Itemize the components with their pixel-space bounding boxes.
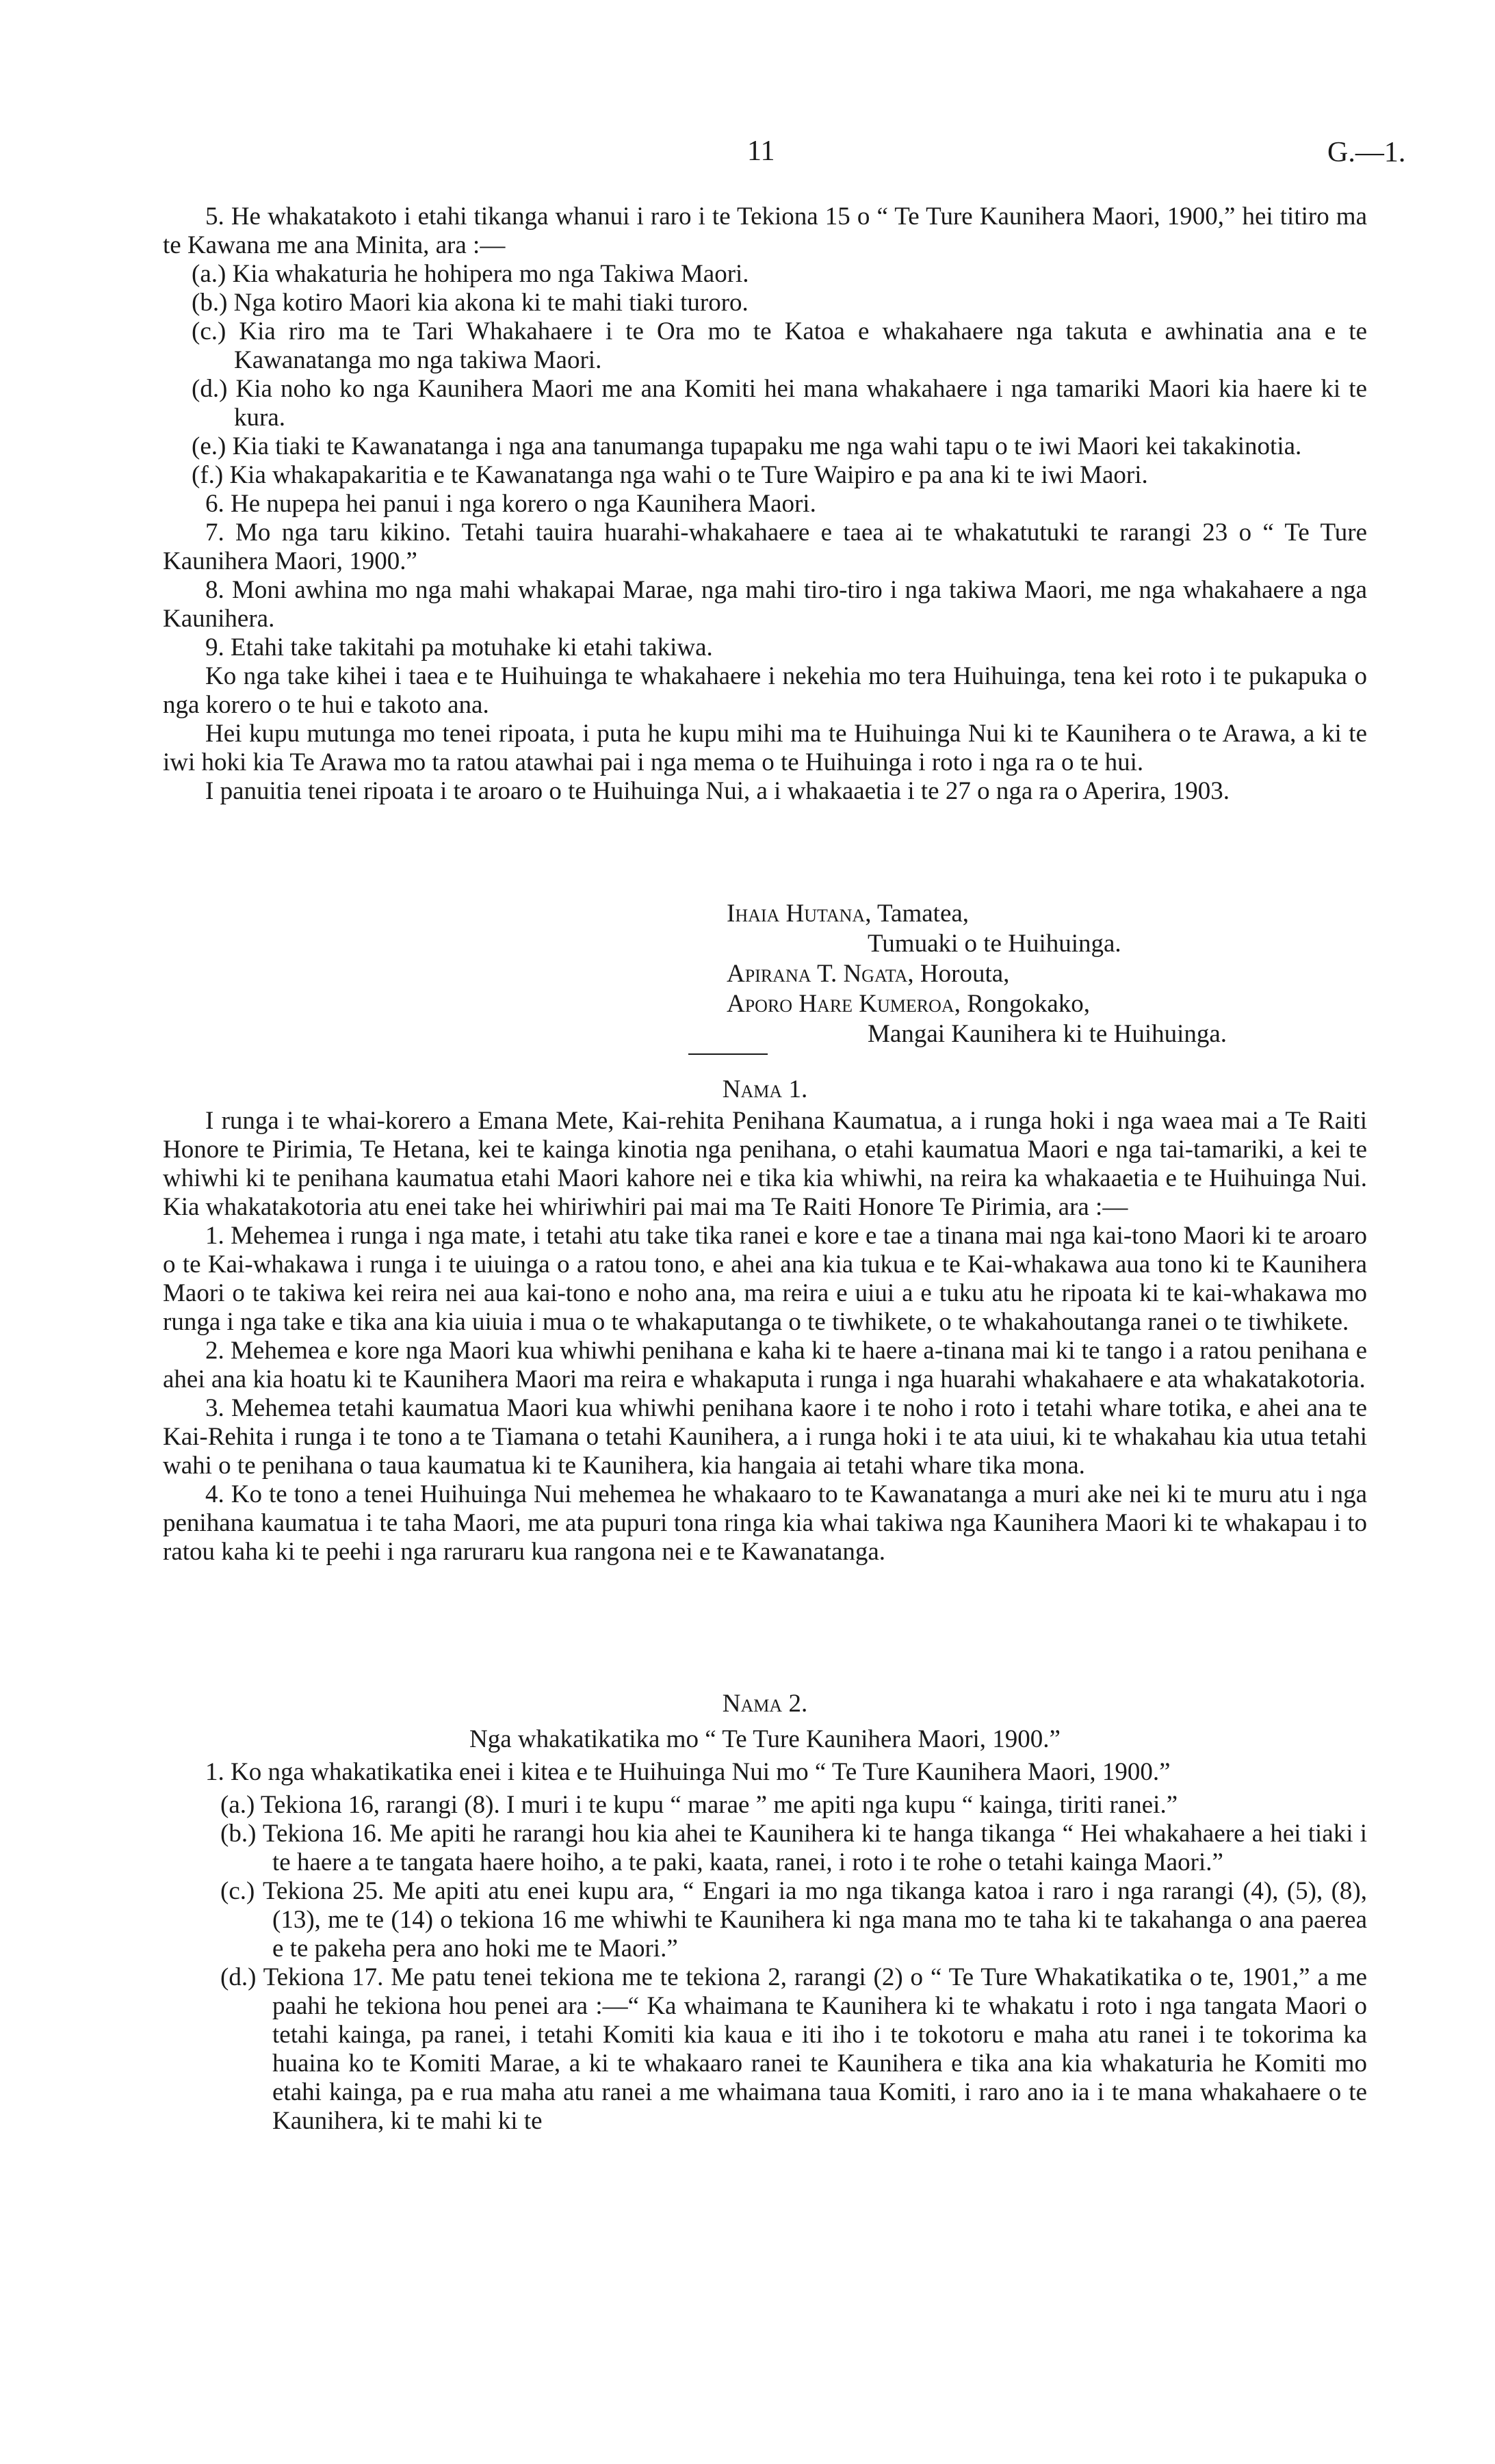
document-reference: G.—1. bbox=[1327, 137, 1406, 168]
signatory-name: Ihaia Hutana bbox=[727, 900, 866, 928]
list-item-d: (d.) Kia noho ko nga Kaunihera Maori me ana Komiti hei mana whakahaere i nga tamariki Maori kia haere ki te kura. bbox=[192, 375, 1367, 432]
paragraph-5: 5. He whakatakoto i etahi tikanga whanui i raro i te Tekiona 15 o “ Te Ture Kaunihera Maori, 1900,” hei titiro ma te Kawana me ana Minita, ara :— bbox=[163, 202, 1367, 259]
paragraph-8: 8. Moni awhina mo nga mahi whakapai Marae, nga mahi tiro-tiro i nga takiwa Maori, me nga whakahaere a nga Kaunihera. bbox=[163, 576, 1367, 633]
nama-1-item-1: 1. Mehemea i runga i nga mate, i tetahi atu take tika ranei e kore e tae a tinana mai nga kai-tono Maori ki te aroaro o te Kai-whakawa i runga i te uiuinga o a ratou tono, e ahei ana kia tukua e te Kai-whakawa aua tono ki te Kaunihera Maori o te takiwa kei reira nei aua kai-tono e noho ana, ma reira e uiui a e tuku atu he ripoata ki te kai-whakawa mo runga i nga take e tika ana kia uiuia i mua o te whakaputanga o te tiwhikete, o te whakahoutanga ranei o te tiwhikete. bbox=[163, 1222, 1367, 1336]
nama-1-heading: Nama 1. bbox=[722, 1075, 808, 1103]
paragraph-7: 7. Mo nga taru kikino. Tetahi tauira huarahi-whakahaere e taea ai te whakatutuki te rarangi 23 o “ Te Ture Kaunihera Maori, 1900.” bbox=[163, 519, 1367, 575]
nama-1-intro: I runga i te whai-korero a Emana Mete, Kai-rehita Penihana Kaumatua, a i runga hoki i nga waea mai a Te Raiti Honore te Pirimia, Te Hetana, kei te kainga kinotia nga penihana, o etahi kaumatua Maori e nga tai-tamariki, a kei te whiwhi ki te penihana kaumatua etahi Maori kahore nei e tika kia whiwhi, na reira ka whakaaetia e te Huihuinga Nui. Kia whakatakotoria atu enei take hei whiriwhiri pai mai ma Te Raiti Honore Te Pirimia, ara :— bbox=[163, 1107, 1367, 1221]
nama-1-item-2: 2. Mehemea e kore nga Maori kua whiwhi penihana e kaha ki te haere a-tinana mai ki te tango i a ratou penihana e ahei ana kia hoatu ki te Kaunihera Maori ma reira e whakaputa i runga i nga huarahi whakahaere e ata whakatakotoria. bbox=[163, 1337, 1367, 1393]
nama-2-intro: 1. Ko nga whakatikatika enei i kitea e te Huihuinga Nui mo “ Te Ture Kaunihera Maori, 1900.” bbox=[205, 1758, 1171, 1786]
paragraph-deferred: Ko nga take kihei i taea e te Huihuinga te whakahaere i nekehia mo tera Huihuinga, tena kei roto i te pukapuka o nga korero o te hui e takoto ana. bbox=[163, 662, 1367, 719]
signatory-title: , Horouta, bbox=[907, 960, 1010, 988]
list-item-e: (e.) Kia tiaki te Kawanatanga i nga ana tanumanga tupapaku me nga wahi tapu o te iwi Maori kei takakinotia. bbox=[192, 432, 1302, 460]
list-item-a: (a.) Kia whakaturia he hohipera mo nga Takiwa Maori. bbox=[192, 260, 749, 288]
nama-2-section bbox=[163, 1690, 1367, 2136]
list-item-b: (b.) Nga kotiro Maori kia akona ki te mahi tiaki turoro. bbox=[192, 289, 749, 317]
nama-2-item-a: (a.) Tekiona 16, rarangi (8). I muri i te kupu “ marae ” me apiti nga kupu “ kainga, tiriti ranei.” bbox=[220, 1791, 1178, 1819]
nama-2-item-c: (c.) Tekiona 25. Me apiti atu enei kupu ara, “ Engari ia mo nga tikanga katoa i raro i nga rarangi (4), (5), (8), (13), me te (14) o tekiona 16 me whiwhi te Kaunihera ki nga mana mo te taha ki te takahanga o ana paerea e te pakeha pera ano hoki me te Maori.” bbox=[220, 1877, 1367, 1963]
paragraph-6: 6. He nupepa hei panui i nga korero o nga Kaunihera Maori. bbox=[205, 490, 816, 518]
signatory-role: Mangai Kaunihera ki te Huihuinga. bbox=[868, 1020, 1227, 1048]
signature-block-2 bbox=[727, 959, 1009, 989]
signature-block-3 bbox=[727, 989, 1090, 1019]
signatory-name: Apirana T. Ngata bbox=[727, 960, 908, 988]
signature-block-1 bbox=[727, 899, 969, 929]
nama-2-heading: Nama 2. bbox=[722, 1690, 808, 1718]
page-number: 11 bbox=[747, 135, 775, 167]
section-divider bbox=[688, 1053, 768, 1055]
signatory-role: Tumuaki o te Huihuinga. bbox=[868, 930, 1121, 958]
nama-2-item-b: (b.) Tekiona 16. Me apiti he rarangi hou kia ahei te Kaunihera ki te hanga tikanga “ Hei whakahaere a hei tiaki i te haere a te tangata haere hoiho, a te paki, kaata, ranei, i roto i te rohe o tetahi kainga Maori.” bbox=[220, 1820, 1367, 1876]
nama-1-item-4: 4. Ko te tono a tenei Huihuinga Nui mehemea he whakaaro to te Kawanatanga a muri ake nei ki te muru atu i nga penihana kaumatua i te taha Maori, me ata pupuri tona ringa kia whai takiwa nga Kaunihera Maori ki te whakapau i to ratou kaha ki te peehi i nga raruraru kua rangona nei e te Kawanatanga. bbox=[163, 1480, 1367, 1566]
nama-1-section bbox=[163, 1075, 1367, 1567]
nama-2-subheading: Nga whakatikatika mo “ Te Ture Kaunihera Maori, 1900.” bbox=[469, 1725, 1061, 1753]
nama-1-item-3: 3. Mehemea tetahi kaumatua Maori kua whiwhi penihana kaore i te noho i roto i tetahi whare totika, e ahei ana te Kai-Rehita i runga i te tono a te Tiamana o tetahi Kaunihera, a i runga hoki i te ata uiui, ki te whakahau kia utua tetahi wahi o te penihana o taua kaumatua ki te Kaunihera, kia hangaia ai tetahi whare tika mona. bbox=[163, 1394, 1367, 1480]
signatory-name: Aporo Hare Kumeroa bbox=[727, 990, 954, 1018]
signatory-title: , Tamatea, bbox=[865, 900, 970, 928]
paragraph-closing: Hei kupu mutunga mo tenei ripoata, i puta he kupu mihi ma te Huihuinga Nui ki te Kaunihera o te Arawa, a ki te iwi hoki kia Te Arawa mo ta ratou atawhai pai i nga mema o te Huihuinga i roto i nga ra o te hui. bbox=[163, 720, 1367, 776]
nama-2-item-d: (d.) Tekiona 17. Me patu tenei tekiona me te tekiona 2, rarangi (2) o “ Te Ture Whakatikatika o te, 1901,” a me paahi he tekiona hou penei ara :—“ Ka whaimana te Kaunihera ki te whakatu i roto i nga tangata Maori o tetahi kainga, pa ranei, i tetahi Komiti kia kaua e iti iho i te tokotoru e maha atu ranei i te tokorima ka huaina ko te Komiti Marae, a ki te whakaaro ranei te Kaunihera e tika ana kia whakaturia he Komiti mo etahi kainga, pa e rua maha atu ranei a me whaimana taua Komiti, i raro ano ia i te mana whakahaere o te Kaunihera, ki te mahi ki te bbox=[220, 1963, 1367, 2135]
paragraph-9: 9. Etahi take takitahi pa motuhake ki etahi takiwa. bbox=[205, 633, 713, 661]
signatory-title: , Rongokako, bbox=[954, 990, 1091, 1018]
list-item-f: (f.) Kia whakapakaritia e te Kawanatanga nga wahi o te Ture Waipiro e pa ana ki te iwi Maori. bbox=[192, 461, 1148, 489]
report-section bbox=[163, 202, 1367, 806]
list-item-c: (c.) Kia riro ma te Tari Whakahaere i te Ora mo te Katoa e whakahaere nga takuta e awhinatia ana e te Kawanatanga mo nga takiwa Maori. bbox=[192, 317, 1367, 374]
paragraph-adopted: I panuitia tenei ripoata i te aroaro o te Huihuinga Nui, a i whakaaetia i te 27 o nga ra o Aperira, 1903. bbox=[205, 777, 1230, 805]
